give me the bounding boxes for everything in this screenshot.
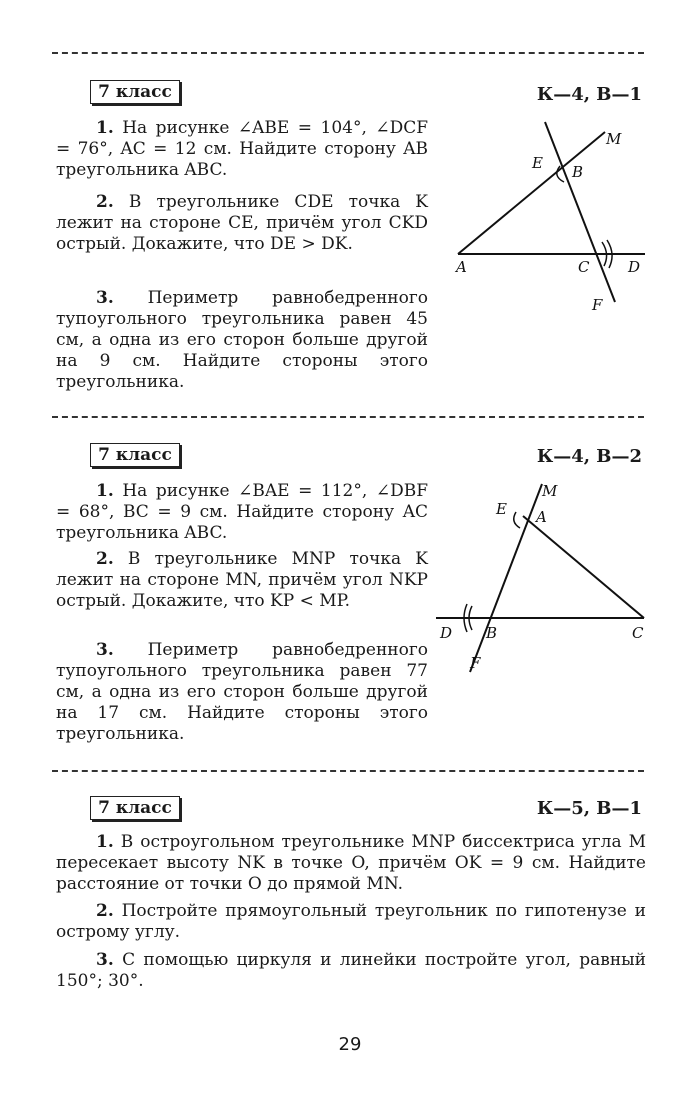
point-label-F: F (592, 296, 603, 314)
point-label-M: M (606, 130, 622, 148)
point-label-E: E (496, 500, 507, 518)
point-label-B: B (486, 624, 498, 642)
task-3 (56, 950, 646, 992)
task-text: На рисунке ∠BAE = 112°, ∠DBF = 68°, BC = 9 см. Найдите сторону AC треугольника ABC. (56, 481, 428, 543)
point-label-C: C (632, 624, 644, 642)
task-number: 2. (96, 901, 114, 921)
variant-label: К—5, В—1 (536, 798, 642, 819)
task-number: 3. (96, 288, 114, 308)
task-number: 3. (96, 640, 114, 660)
task-1 (56, 481, 428, 544)
task-2 (56, 192, 428, 255)
figure-triangle-v2 (432, 476, 657, 686)
task-number: 2. (96, 549, 114, 569)
task-text: На рисунке ∠ABE = 104°, ∠DCF = 76°, AC = 12 см. Найдите сторону AB треугольника ABC. (56, 118, 429, 180)
task-text: Периметр равнобедренного тупоугольного треугольника равен 45 см, а одна из его сторон больше другой на 9 см. Найдите стороны этого треугольника. (56, 288, 428, 392)
grade-label: 7 класс (90, 443, 180, 467)
grade-label: 7 класс (90, 796, 180, 820)
task-1 (56, 832, 646, 895)
page-number: 29 (338, 1034, 362, 1055)
point-label-A: A (536, 508, 547, 526)
point-label-B: B (572, 163, 584, 181)
task-text: Периметр равнобедренного тупоугольного треугольника равен 77 см, а одна из его сторон больше другой на 17 см. Найдите стороны этого треугольника. (56, 640, 428, 744)
variant-label: К—4, В—1 (536, 84, 642, 105)
task-text: В треугольнике CDE точка K лежит на стороне CE, причём угол CKD острый. Докажите, что DE > DK. (56, 192, 429, 254)
task-number: 1. (96, 832, 114, 852)
line-AM (458, 132, 605, 254)
task-text: В треугольнике MNP точка K лежит на стороне MN, причём угол NKP острый. Докажите, что KP < MP. (56, 549, 429, 611)
task-1 (56, 118, 428, 181)
point-label-F: F (470, 654, 481, 672)
section-divider (52, 52, 644, 54)
line-AC (523, 516, 644, 618)
point-label-M: M (542, 482, 558, 500)
point-label-A: A (456, 258, 467, 276)
task-text: С помощью циркуля и линейки постройте угол, равный 150°; 30°. (56, 950, 647, 991)
task-number: 3. (96, 950, 114, 970)
task-2 (56, 549, 428, 612)
task-text: Постройте прямоугольный треугольник по гипотенузе и острому углу. (56, 901, 647, 942)
point-label-D: D (440, 624, 453, 642)
grade-label: 7 класс (90, 80, 180, 104)
angle-arc-E (514, 512, 520, 528)
task-text: В остроугольном треугольнике MNP биссектриса угла M пересекает высоту NK в точке O, причём OK = 9 см. Найдите расстояние от точки O до прямой MN. (56, 832, 646, 894)
task-2 (56, 901, 646, 943)
section-divider (52, 416, 644, 418)
task-number: 2. (96, 192, 114, 212)
point-label-D: D (628, 258, 641, 276)
task-number: 1. (96, 481, 114, 501)
point-label-E: E (532, 154, 543, 172)
variant-label: К—4, В—2 (536, 446, 642, 467)
task-3 (56, 288, 428, 393)
point-label-C: C (578, 258, 590, 276)
task-3 (56, 640, 428, 745)
section-divider (52, 770, 644, 772)
task-number: 1. (96, 118, 114, 138)
figure-triangle-v1 (440, 112, 660, 322)
